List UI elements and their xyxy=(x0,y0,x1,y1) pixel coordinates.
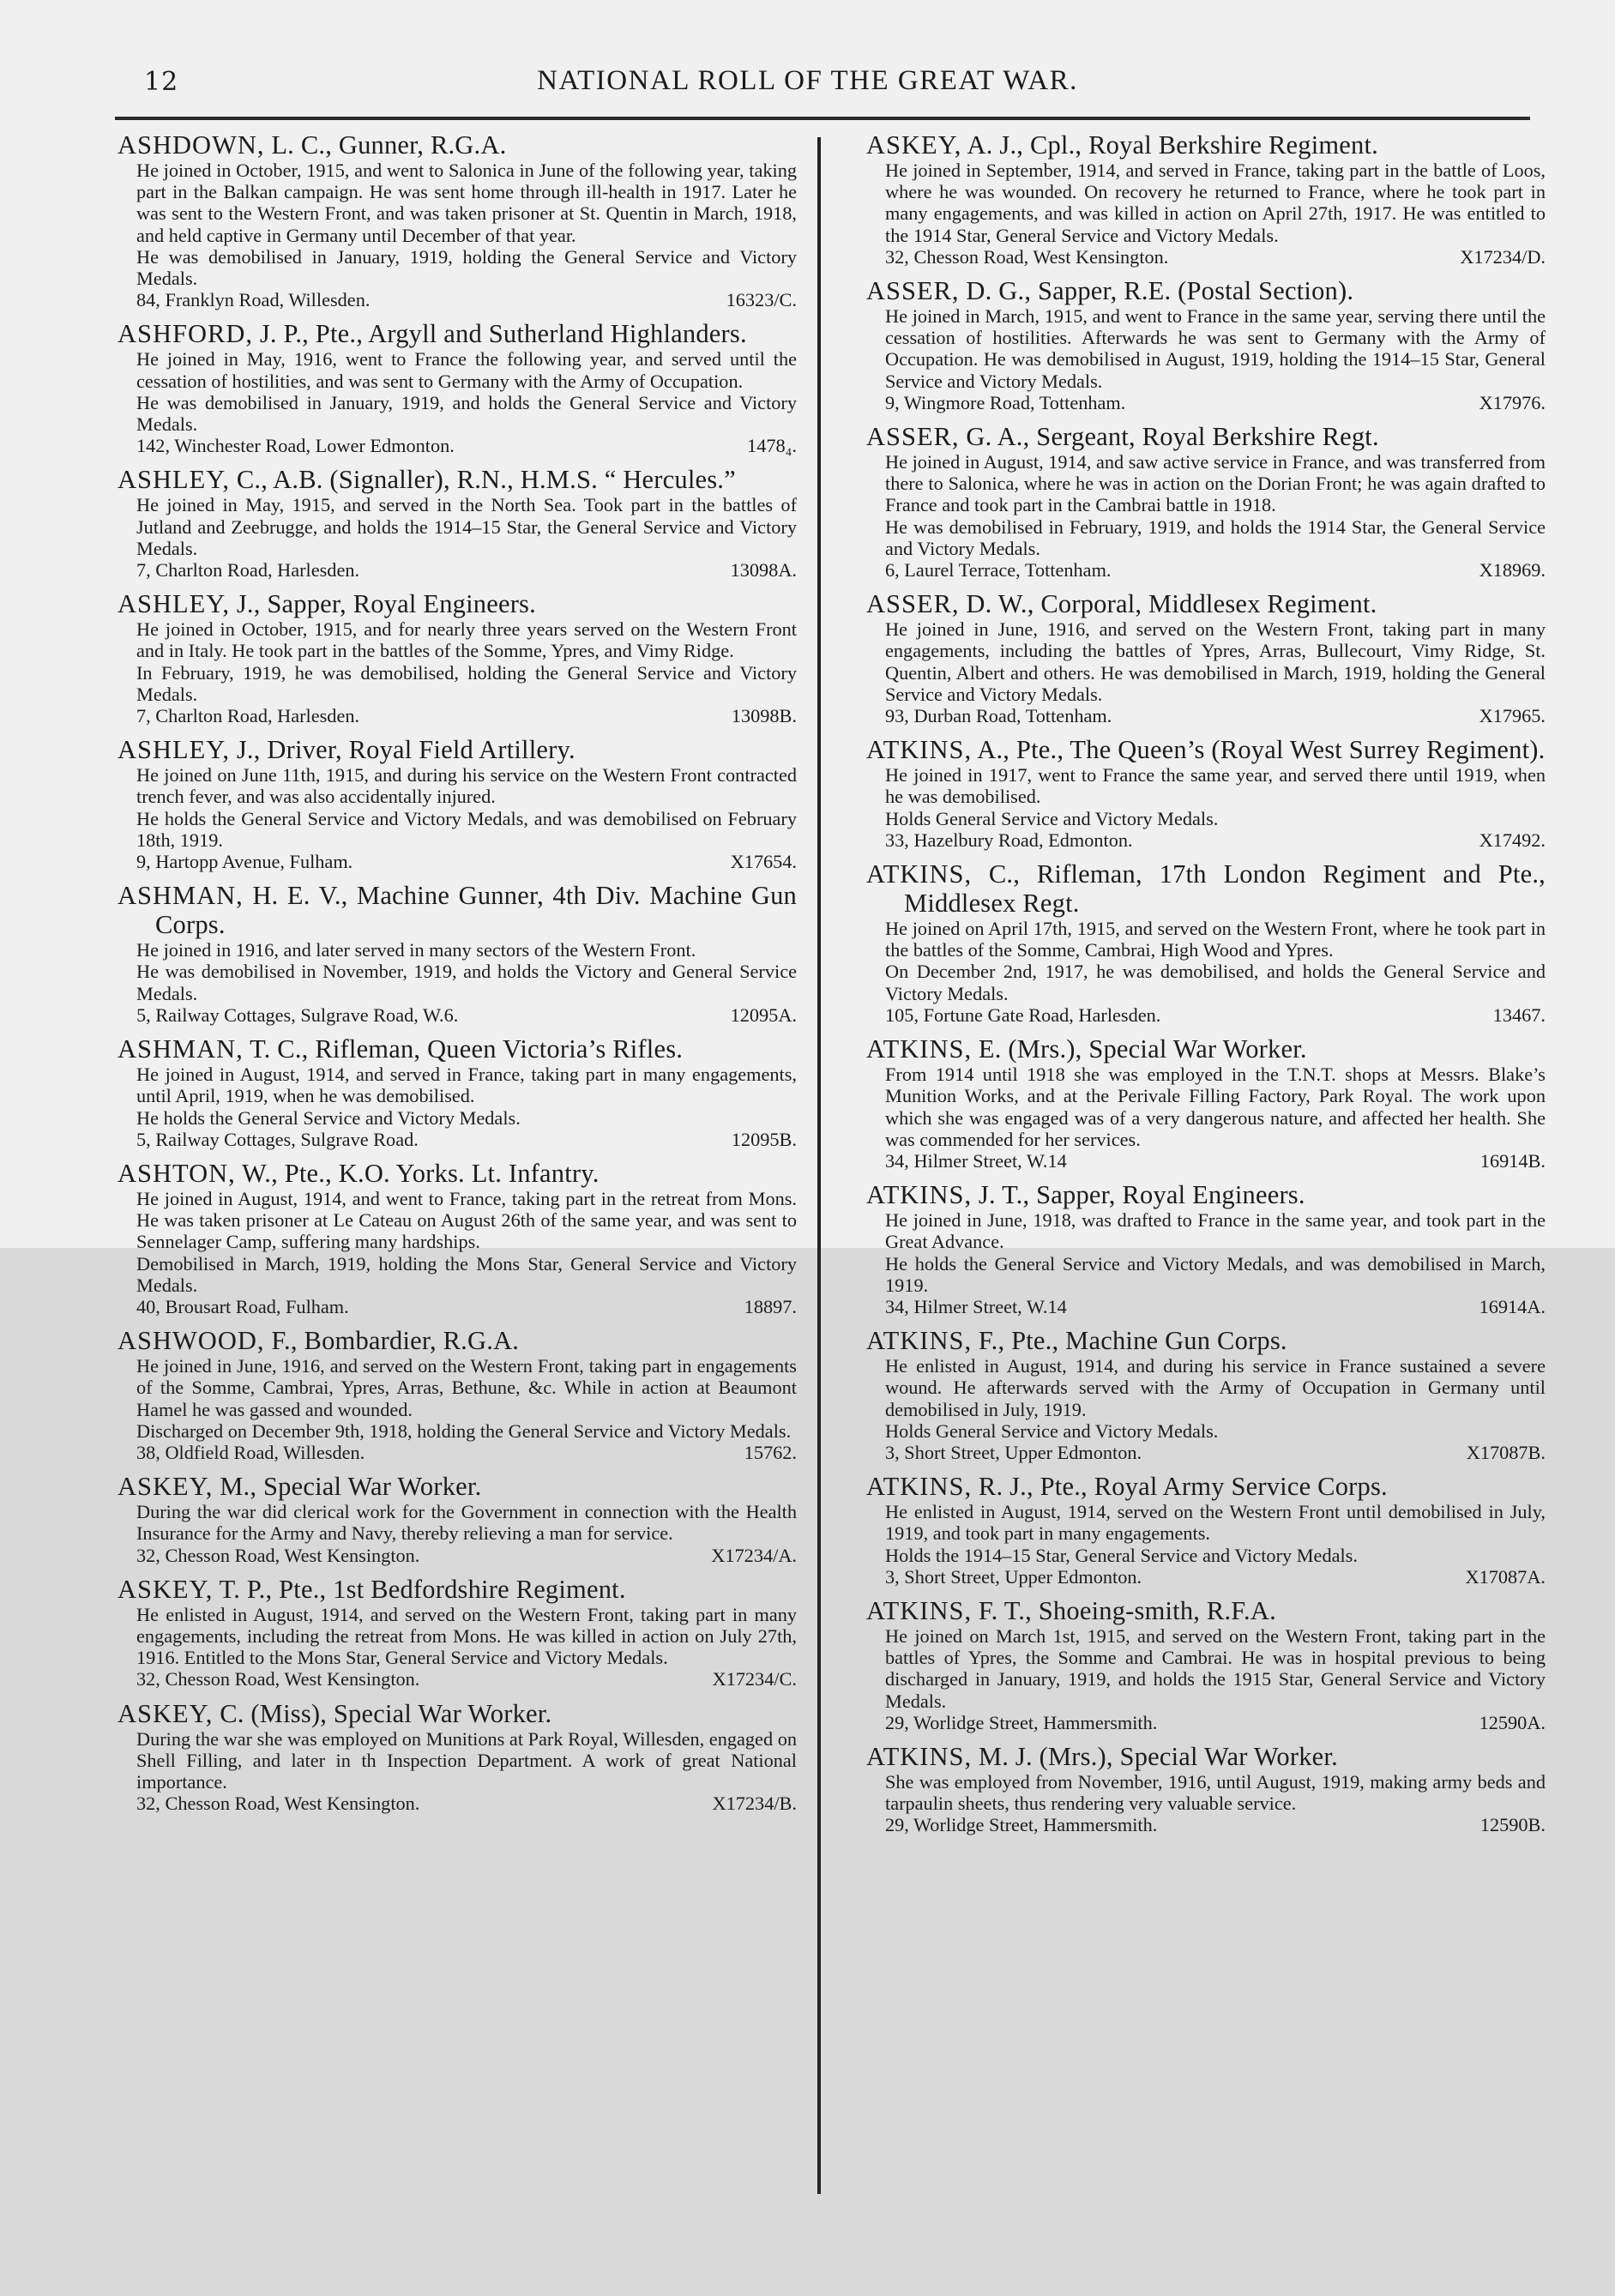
entry-rank-unit: J., Driver, Royal Field Artillery. xyxy=(230,735,575,765)
entry-footer xyxy=(136,1129,797,1150)
entry-paragraph: He joined in 1916, and later served in many sectors of the Western Front. xyxy=(136,939,696,961)
entry-rank-unit: M. J. (Mrs.), Special War Worker. xyxy=(972,1741,1338,1771)
entry-rank-unit: W., Pte., K.O. Yorks. Lt. Infantry. xyxy=(235,1158,600,1188)
entry-paragraph: In February, 1919, he was demobilised, holding the General Service and Victory Medals. xyxy=(136,661,797,705)
right-column xyxy=(866,130,1546,1845)
entry-body xyxy=(885,305,1546,392)
entry-surname: ASKEY, xyxy=(118,1574,214,1604)
entry-surname: ATKINS, xyxy=(866,1034,973,1064)
entry-footer xyxy=(136,1004,797,1026)
entry-footer xyxy=(885,705,1546,726)
entry-heading xyxy=(866,1326,1546,1355)
entry-footer xyxy=(136,1668,797,1690)
entry-body xyxy=(136,1728,797,1793)
entry-rank-unit: C., A.B. (Signaller), R.N., H.M.S. “ Hercules.” xyxy=(230,465,736,495)
running-head: NATIONAL ROLL OF THE GREAT WAR. xyxy=(537,65,1078,96)
entry-body xyxy=(136,1188,797,1296)
entry-address: 32, Chesson Road, West Kensington. xyxy=(136,1544,420,1566)
entry-reference-number: 13467. xyxy=(1492,1003,1546,1026)
entry-address: 34, Hilmer Street, W.14 xyxy=(885,1295,1067,1317)
entry-address: 7, Charlton Road, Harlesden. xyxy=(136,705,360,727)
entry-rank-unit: C., Rifleman, 17th London Regiment and Pte., Middlesex Regt. xyxy=(904,859,1546,919)
entry-paragraph: He holds the General Service and Victory Medals, and was demobilised in March, 1919. xyxy=(885,1252,1546,1296)
entry-body xyxy=(136,764,797,851)
entry-address: 6, Laurel Terrace, Tottenham. xyxy=(885,559,1112,582)
entry-body xyxy=(885,918,1546,1004)
entry-reference-number: X17234/D. xyxy=(1460,245,1546,268)
entry-address: 3, Short Street, Upper Edmonton. xyxy=(885,1565,1142,1588)
entry-footer xyxy=(885,1566,1546,1588)
entry-heading xyxy=(866,1742,1546,1771)
entry-reference-number: 12095B. xyxy=(731,1128,797,1150)
entry-surname: ATKINS, xyxy=(866,1741,973,1771)
entry-body xyxy=(136,1604,797,1669)
entry-reference-number: 13098B. xyxy=(731,705,797,727)
entry-body xyxy=(885,160,1546,246)
entry-body xyxy=(885,618,1546,705)
entry-reference-number: X18969. xyxy=(1479,559,1546,582)
roll-entry xyxy=(866,130,1546,268)
entry-rank-unit: E. (Mrs.), Special War Worker. xyxy=(972,1034,1307,1064)
entry-footer xyxy=(885,559,1546,581)
entry-reference-number: X17087A. xyxy=(1465,1565,1546,1588)
entry-footer xyxy=(136,1442,797,1463)
entry-paragraph: He was demobilised in February, 1919, and holds the 1914 Star, the General Service and Victory Medals. xyxy=(885,515,1546,559)
entry-footer xyxy=(136,435,797,456)
entry-paragraph: He joined in August, 1914, and saw active service in France, and was transferred from there to Salonica, where he was in action on the Dorian Front; he was again drafted to France and took part in the Cambrai battle in 1918. xyxy=(885,451,1546,516)
entry-surname: ATKINS, xyxy=(866,1180,973,1210)
entry-footer xyxy=(136,1296,797,1317)
entry-heading xyxy=(118,881,797,939)
entry-address: 29, Worlidge Street, Hammersmith. xyxy=(885,1814,1158,1836)
entry-rank-unit: A. J., Cpl., Royal Berkshire Regiment. xyxy=(961,130,1378,160)
entry-surname: ASKEY, xyxy=(118,1698,214,1728)
roll-entry xyxy=(866,1472,1546,1588)
entry-footer xyxy=(136,851,797,872)
entry-heading xyxy=(118,589,797,618)
entry-surname: ASSER, xyxy=(866,276,960,306)
entry-body xyxy=(136,939,797,1004)
entry-body xyxy=(885,1209,1546,1296)
entry-surname: ASHMAN, xyxy=(118,881,244,911)
roll-entry xyxy=(118,1326,797,1463)
entry-paragraph: He joined in August, 1914, and went to France, taking part in the retreat from Mons. He was taken prisoner at Le Cateau on August 26th of the same year, and was sent to Sennelager Camp, suffering many hardships. xyxy=(136,1187,797,1253)
entry-surname: ASHWOOD, xyxy=(118,1326,265,1356)
roll-entry xyxy=(118,1575,797,1690)
entry-rank-unit: D. W., Corporal, Middlesex Regiment. xyxy=(959,589,1377,619)
entry-body xyxy=(885,1501,1546,1566)
roll-entry xyxy=(118,1699,797,1815)
entry-rank-unit: J., Sapper, Royal Engineers. xyxy=(230,589,536,619)
entry-paragraph: She was employed from November, 1916, until August, 1919, making army beds and tarpaulin sheets, thus rendering very valuable service. xyxy=(885,1770,1546,1815)
entry-reference-number: 18897. xyxy=(744,1295,797,1317)
entry-reference-number: X17492. xyxy=(1479,829,1546,851)
entry-footer xyxy=(885,829,1546,851)
roll-entry xyxy=(118,881,797,1026)
entry-reference-number: 13098A. xyxy=(730,559,797,582)
entry-heading xyxy=(118,465,797,494)
entry-address: 9, Wingmore Road, Tottenham. xyxy=(885,391,1126,413)
roll-entry xyxy=(866,859,1546,1026)
entry-paragraph: He joined in March, 1915, and went to France in the same year, serving there until the cessation of hostilities. Afterwards he was sent to Germany with the Army of Occupation. He was demobilised in August, 1919, holding the 1914–15 Star, General Service and Victory Medals. xyxy=(885,305,1546,392)
entry-surname: ASHTON, xyxy=(118,1158,236,1188)
entry-paragraph: He joined on April 17th, 1915, and served on the Western Front, where he took part in the battles of the Somme, Cambrai, High Wood and Ypres. xyxy=(885,918,1546,961)
entry-surname: ASHMAN, xyxy=(118,1034,244,1064)
roll-entry xyxy=(866,1326,1546,1463)
entry-heading xyxy=(118,1575,797,1604)
entry-paragraph: Demobilised in March, 1919, holding the Mons Star, General Service and Victory Medals. xyxy=(136,1252,797,1296)
entry-address: 5, Railway Cottages, Sulgrave Road. xyxy=(136,1128,419,1150)
entry-surname: ATKINS, xyxy=(866,859,973,889)
roll-entry xyxy=(118,130,797,310)
entry-rank-unit: F., Pte., Machine Gun Corps. xyxy=(972,1326,1287,1356)
entry-rank-unit: F. T., Shoeing-smith, R.F.A. xyxy=(972,1595,1276,1625)
entry-surname: ASSER, xyxy=(866,589,960,619)
entry-footer xyxy=(885,1296,1546,1317)
entry-rank-unit: J. T., Sapper, Royal Engineers. xyxy=(972,1180,1305,1210)
entry-reference-number: 15762. xyxy=(744,1441,797,1463)
entry-body xyxy=(136,1064,797,1129)
entry-heading xyxy=(866,589,1546,618)
entry-address: 3, Short Street, Upper Edmonton. xyxy=(885,1441,1142,1463)
entry-paragraph: Discharged on December 9th, 1918, holding the General Service and Victory Medals. xyxy=(136,1419,792,1442)
entry-footer xyxy=(885,1814,1546,1835)
entry-rank-unit: G. A., Sergeant, Royal Berkshire Regt. xyxy=(959,422,1379,452)
entry-footer xyxy=(885,1004,1546,1026)
entry-rank-unit: T. P., Pte., 1st Bedfordshire Regiment. xyxy=(213,1574,626,1604)
entry-reference-number: X17654. xyxy=(730,851,797,873)
entry-paragraph: He joined in September, 1914, and served in France, taking part in the battle of Loos, where he was wounded. On recovery he returned to France, where he took part in many engagements, and was killed in action on April 27th, 1917. He was entitled to the 1914 Star, General Service and Victory Medals. xyxy=(885,160,1546,246)
roll-entry xyxy=(866,1596,1546,1733)
entry-body xyxy=(136,348,797,435)
entry-heading xyxy=(118,735,797,764)
entry-footer xyxy=(885,392,1546,413)
entry-rank-unit: J. P., Pte., Argyll and Sutherland Highlanders. xyxy=(253,319,747,349)
entry-address: 93, Durban Road, Tottenham. xyxy=(885,705,1112,727)
entry-paragraph: He holds the General Service and Victory Medals. xyxy=(136,1106,521,1129)
entry-rank-unit: R. J., Pte., Royal Army Service Corps. xyxy=(972,1472,1388,1502)
entry-heading xyxy=(118,1472,797,1501)
entry-rank-unit: C. (Miss), Special War Worker. xyxy=(213,1698,552,1728)
entry-address: 34, Hilmer Street, W.14 xyxy=(885,1149,1067,1172)
entry-paragraph: From 1914 until 1918 she was employed in the T.N.T. shops at Messrs. Blake’s Munition Works, and at the Perivale Filling Factory, Park Royal. The work upon which she was engaged was of a very dangerous nature, and affected her health. She was commended for her services. xyxy=(885,1064,1546,1150)
entry-reference-number: 16323/C. xyxy=(726,289,797,311)
entry-paragraph: He joined in October, 1915, and went to Salonica in June of the following year, taking part in the Balkan campaign. He was sent home through ill-health in 1917. Later he was sent to the Western Front, and was taken prisoner at St. Quentin in March, 1918, and held captive in Germany until December of that year. xyxy=(136,160,797,246)
entry-body xyxy=(885,451,1546,559)
entry-rank-unit: D. G., Sapper, R.E. (Postal Section). xyxy=(959,276,1354,306)
entry-paragraph: He enlisted in August, 1914, and served on the Western Front, taking part in many engagements, including the retreat from Mons. He was killed in action on July 27th, 1916. Entitled to the Mons Star, General Service and Victory Medals. xyxy=(136,1603,797,1669)
entry-heading xyxy=(118,1699,797,1728)
entry-footer xyxy=(885,1442,1546,1463)
entry-address: 32, Chesson Road, West Kensington. xyxy=(885,245,1169,268)
entry-heading xyxy=(866,1034,1546,1064)
entry-heading xyxy=(866,1596,1546,1625)
entry-footer xyxy=(885,1150,1546,1172)
column-divider xyxy=(817,137,821,2194)
entry-body xyxy=(885,1625,1546,1712)
roll-entry xyxy=(118,1034,797,1150)
entry-address: 38, Oldfield Road, Willesden. xyxy=(136,1441,365,1463)
entry-reference-number: X17234/A. xyxy=(711,1544,797,1566)
entry-paragraph: Holds General Service and Victory Medals. xyxy=(885,1419,1219,1442)
entry-reference-number: X17234/C. xyxy=(712,1668,797,1690)
entry-surname: ASKEY, xyxy=(866,130,962,160)
entry-surname: ASHFORD, xyxy=(118,319,253,349)
entry-reference-number: X17976. xyxy=(1479,391,1546,413)
entry-reference-number: 16914A. xyxy=(1479,1295,1546,1317)
entry-paragraph: He joined in 1917, went to France the same year, and served there until 1919, when he was demobilised. xyxy=(885,764,1546,808)
entry-paragraph: On December 2nd, 1917, he was demobilised, and holds the General Service and Victory Medals. xyxy=(885,961,1546,1004)
entry-rank-unit: M., Special War Worker. xyxy=(213,1472,482,1502)
entry-paragraph: He joined on June 11th, 1915, and during his service on the Western Front contracted trench fever, and was also accidentally injured. xyxy=(136,764,797,808)
entry-surname: ATKINS, xyxy=(866,1595,973,1625)
entry-footer xyxy=(136,705,797,726)
entry-paragraph: He enlisted in August, 1914, served on the Western Front until demobilised in July, 1919, and took part in many engagements. xyxy=(885,1501,1546,1545)
entry-heading xyxy=(118,319,797,348)
entry-paragraph: He joined in October, 1915, and for nearly three years served on the Western Front and in Italy. He took part in the battles of the Somme, Ypres, and Vimy Ridge. xyxy=(136,618,797,662)
entry-paragraph: He joined in August, 1914, and served in France, taking part in many engagements, until April, 1919, when he was demobilised. xyxy=(136,1064,797,1107)
entry-rank-unit: L. C., Gunner, R.G.A. xyxy=(264,130,507,160)
entry-paragraph: He joined in June, 1916, and served on the Western Front, taking part in engagements of the Somme, Cambrai, Ypres, Arras, Bethune, &c. While in action at Beaumont Hamel he was gassed and wounded. xyxy=(136,1355,797,1420)
roll-entry xyxy=(866,1034,1546,1172)
entry-body xyxy=(136,618,797,705)
entry-heading xyxy=(866,1180,1546,1209)
entry-body xyxy=(136,1501,797,1544)
entry-heading xyxy=(866,276,1546,305)
entry-footer xyxy=(136,289,797,310)
entry-reference-number: 12590A. xyxy=(1479,1711,1546,1733)
entry-paragraph: During the war she was employed on Munitions at Park Royal, Willesden, engaged on Shell Filling, and later in th Inspection Department. A work of great National importance. xyxy=(136,1727,797,1793)
entry-surname: ATKINS, xyxy=(866,1326,973,1356)
roll-entry xyxy=(118,465,797,581)
roll-entry xyxy=(118,735,797,872)
roll-entry xyxy=(866,589,1546,726)
entry-paragraph: He was demobilised in January, 1919, holding the General Service and Victory Medals. xyxy=(136,245,797,290)
roll-entry xyxy=(866,1742,1546,1836)
entry-body xyxy=(885,1064,1546,1150)
entry-heading xyxy=(866,422,1546,451)
roll-entry xyxy=(118,589,797,726)
entry-reference-number: 12095A. xyxy=(730,1003,797,1026)
entry-paragraph: He holds the General Service and Victory Medals, and was demobilised on February 18th, 1919. xyxy=(136,807,797,851)
entry-address: 105, Fortune Gate Road, Harlesden. xyxy=(885,1003,1161,1026)
entry-address: 84, Franklyn Road, Willesden. xyxy=(136,289,371,311)
roll-entry xyxy=(866,735,1546,851)
entry-footer xyxy=(885,1712,1546,1733)
entry-body xyxy=(885,764,1546,829)
entry-heading xyxy=(118,1326,797,1355)
entry-address: 5, Railway Cottages, Sulgrave Road, W.6. xyxy=(136,1003,459,1026)
roll-entry xyxy=(866,422,1546,581)
entry-rank-unit: F., Bombardier, R.G.A. xyxy=(264,1326,520,1356)
entry-surname: ATKINS, xyxy=(866,735,973,765)
entry-reference-number: X17234/B. xyxy=(712,1793,797,1815)
entry-paragraph: Holds the 1914–15 Star, General Service and Victory Medals. xyxy=(885,1544,1358,1566)
entry-heading xyxy=(866,735,1546,764)
entry-heading xyxy=(866,859,1546,918)
entry-footer xyxy=(136,1793,797,1814)
entry-address: 32, Chesson Road, West Kensington. xyxy=(136,1668,420,1690)
entry-surname: ASHLEY, xyxy=(118,589,230,619)
entry-body xyxy=(136,160,797,289)
entry-body xyxy=(885,1771,1546,1814)
roll-entry xyxy=(866,276,1546,413)
entry-body xyxy=(136,494,797,559)
entry-footer xyxy=(885,246,1546,268)
page-number: 12 xyxy=(144,67,179,97)
entry-footer xyxy=(136,1545,797,1566)
entry-paragraph: He enlisted in August, 1914, and during his service in France sustained a severe wound. He afterwards served with the Army of Occupation in Germany until demobilised in July, 1919. xyxy=(885,1355,1546,1420)
entry-paragraph: He joined on March 1st, 1915, and served on the Western Front, taking part in the battles of Ypres, the Somme and Cambrai. He was in hospital previous to being discharged in January, 1919, and holds the 1915 Star, General Service and Victory Medals. xyxy=(885,1624,1546,1712)
entry-surname: ASHDOWN, xyxy=(118,130,265,160)
entry-paragraph: He was demobilised in January, 1919, and holds the General Service and Victory Medals. xyxy=(136,391,797,436)
entry-heading xyxy=(118,1159,797,1188)
entry-address: 33, Hazelbury Road, Edmonton. xyxy=(885,829,1133,851)
entry-address: 142, Winchester Road, Lower Edmonton. xyxy=(136,435,455,457)
header-rule xyxy=(115,117,1530,120)
left-column xyxy=(118,130,797,1823)
entry-address: 29, Worlidge Street, Hammersmith. xyxy=(885,1711,1158,1733)
entry-address: 32, Chesson Road, West Kensington. xyxy=(136,1793,420,1815)
roll-entry xyxy=(118,319,797,456)
entry-surname: ASSER, xyxy=(866,422,960,452)
entry-heading xyxy=(118,130,797,160)
entry-paragraph: Holds General Service and Victory Medals. xyxy=(885,807,1219,829)
entry-paragraph: He was demobilised in November, 1919, and holds the Victory and General Service Medals. xyxy=(136,961,797,1004)
entry-rank-unit: T. C., Rifleman, Queen Victoria’s Rifles. xyxy=(243,1034,684,1064)
entry-reference-number: 12590B. xyxy=(1479,1814,1546,1836)
entry-reference-number: 16914B. xyxy=(1479,1149,1546,1172)
entry-address: 9, Hartopp Avenue, Fulham. xyxy=(136,851,353,873)
entry-heading xyxy=(118,1034,797,1064)
entry-surname: ATKINS, xyxy=(866,1472,973,1502)
entry-heading xyxy=(866,1472,1546,1501)
entry-reference-number: 1478₄. xyxy=(747,435,797,457)
entry-rank-unit: A., Pte., The Queen’s (Royal West Surrey Regiment). xyxy=(972,735,1546,765)
entry-address: 7, Charlton Road, Harlesden. xyxy=(136,559,360,582)
entry-body xyxy=(885,1355,1546,1442)
roll-entry xyxy=(118,1472,797,1566)
entry-heading xyxy=(866,130,1546,160)
entry-rank-unit: H. E. V., Machine Gunner, 4th Div. Machine Gun Corps. xyxy=(155,881,797,940)
entry-footer xyxy=(136,559,797,581)
roll-entry xyxy=(118,1159,797,1317)
entry-reference-number: X17965. xyxy=(1479,705,1546,727)
entry-surname: ASHLEY, xyxy=(118,735,230,765)
entry-address: 40, Brousart Road, Fulham. xyxy=(136,1295,349,1317)
entry-paragraph: He joined in May, 1916, went to France the following year, and served until the cessation of hostilities, and was sent to Germany with the Army of Occupation. xyxy=(136,348,797,392)
entry-paragraph: He joined in June, 1918, was drafted to France in the same year, and took part in the Great Advance. xyxy=(885,1209,1546,1253)
entry-paragraph: During the war did clerical work for the Government in connection with the Health Insurance for the Army and Navy, thereby relieving a man for service. xyxy=(136,1501,797,1545)
entry-paragraph: He joined in May, 1915, and served in the North Sea. Took part in the battles of Jutland and Zeebrugge, and holds the 1914–15 Star, the General Service and Victory Medals. xyxy=(136,494,797,559)
entry-surname: ASHLEY, xyxy=(118,465,230,495)
entry-surname: ASKEY, xyxy=(118,1472,214,1502)
entry-paragraph: He joined in June, 1916, and served on the Western Front, taking part in many engagements, including the battles of Ypres, Arras, Bullecourt, Vimy Ridge, St. Quentin, Albert and others. He was demobilised in March, 1919, holding the General Service and Victory Medals. xyxy=(885,618,1546,705)
roll-entry xyxy=(866,1180,1546,1317)
entry-body xyxy=(136,1355,797,1442)
entry-reference-number: X17087B. xyxy=(1466,1441,1546,1463)
